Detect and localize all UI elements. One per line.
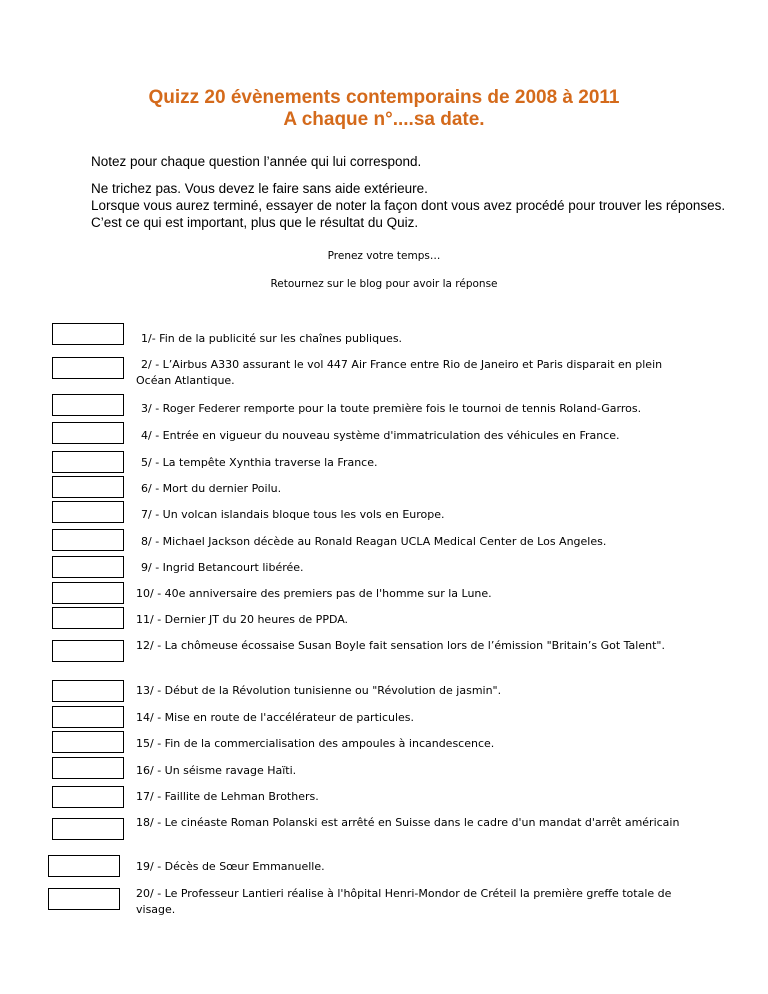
question-3: 3/ - Roger Federer remporte pour la toute première fois le tournoi de tennis Roland-Garros. bbox=[141, 402, 642, 415]
answer-box-1[interactable] bbox=[52, 323, 124, 345]
question-10: 10/ - 40e anniversaire des premiers pas de l'homme sur la Lune. bbox=[136, 587, 492, 600]
answer-box-4[interactable] bbox=[52, 422, 124, 444]
answer-box-9[interactable] bbox=[52, 556, 124, 578]
question-16: 16/ - Un séisme ravage Haïti. bbox=[136, 764, 297, 777]
intro-rules bbox=[91, 180, 731, 231]
answer-box-17[interactable] bbox=[52, 786, 124, 808]
question-5: 5/ - La tempête Xynthia traverse la France. bbox=[141, 456, 378, 469]
answer-box-20[interactable] bbox=[48, 888, 120, 910]
question-1: 1/- Fin de la publicité sur les chaînes publiques. bbox=[141, 332, 403, 345]
question-8: 8/ - Michael Jackson décède au Ronald Reagan UCLA Medical Center de Los Angeles. bbox=[141, 535, 607, 548]
question-15: 15/ - Fin de la commercialisation des ampoules à incandescence. bbox=[136, 737, 495, 750]
question-2: 2/ - L’Airbus A330 assurant le vol 447 Air France entre Rio de Janeiro et Paris disparait en plein Océan Atlantique. bbox=[136, 358, 663, 387]
answer-box-12[interactable] bbox=[52, 640, 124, 662]
answer-box-10[interactable] bbox=[52, 582, 124, 604]
question-4: 4/ - Entrée en vigueur du nouveau système d'immatriculation des véhicules en France. bbox=[141, 429, 620, 442]
answer-box-8[interactable] bbox=[52, 529, 124, 551]
quiz-title bbox=[0, 87, 768, 131]
answer-box-11[interactable] bbox=[52, 607, 124, 629]
answer-box-14[interactable] bbox=[52, 706, 124, 728]
question-19: 19/ - Décès de Sœur Emmanuelle. bbox=[136, 860, 325, 873]
answer-box-2[interactable] bbox=[52, 357, 124, 379]
question-6: 6/ - Mort du dernier Poilu. bbox=[141, 482, 282, 495]
question-7: 7/ - Un volcan islandais bloque tous les vols en Europe. bbox=[141, 508, 445, 521]
question-13: 13/ - Début de la Révolution tunisienne ou "Révolution de jasmin". bbox=[136, 684, 502, 697]
answer-box-16[interactable] bbox=[52, 757, 124, 779]
intro-method-note: Lorsque vous aurez terminé, essayer de noter la façon dont vous avez procédé pour trouver les réponses. C’est ce qui est important, plus que le résultat du Quiz. bbox=[91, 198, 726, 230]
return-to-blog-note: Retournez sur le blog pour avoir la réponse bbox=[270, 278, 498, 290]
question-11: 11/ - Dernier JT du 20 heures de PPDA. bbox=[136, 613, 349, 626]
intro-no-cheating: Ne trichez pas. Vous devez le faire sans aide extérieure. bbox=[91, 181, 428, 196]
answer-box-6[interactable] bbox=[52, 476, 124, 498]
answer-box-13[interactable] bbox=[52, 680, 124, 702]
quiz-title-line2: A chaque n°....sa date. bbox=[283, 109, 485, 130]
question-9: 9/ - Ingrid Betancourt libérée. bbox=[141, 561, 304, 574]
take-your-time-note: Prenez votre temps… bbox=[327, 250, 441, 262]
answer-box-3[interactable] bbox=[52, 394, 124, 416]
answer-box-5[interactable] bbox=[52, 451, 124, 473]
question-20: 20/ - Le Professeur Lantieri réalise à l'hôpital Henri-Mondor de Créteil la première greffe totale de visage. bbox=[136, 887, 672, 916]
quiz-title-line1: Quizz 20 évènements contemporains de 2008 à 2011 bbox=[148, 87, 620, 108]
answer-box-19[interactable] bbox=[48, 855, 120, 877]
question-14: 14/ - Mise en route de l'accélérateur de particules. bbox=[136, 711, 415, 724]
answer-box-7[interactable] bbox=[52, 501, 124, 523]
question-17: 17/ - Faillite de Lehman Brothers. bbox=[136, 790, 319, 803]
answer-box-18[interactable] bbox=[52, 818, 124, 840]
answer-box-15[interactable] bbox=[52, 731, 124, 753]
question-12: 12/ - La chômeuse écossaise Susan Boyle fait sensation lors de l’émission "Britain’s Got Talent". bbox=[136, 639, 665, 652]
intro-instruction: Notez pour chaque question l’année qui lui correspond. bbox=[91, 154, 422, 169]
question-18: 18/ - Le cinéaste Roman Polanski est arrêté en Suisse dans le cadre d'un mandat d'arrêt américain bbox=[136, 816, 680, 829]
